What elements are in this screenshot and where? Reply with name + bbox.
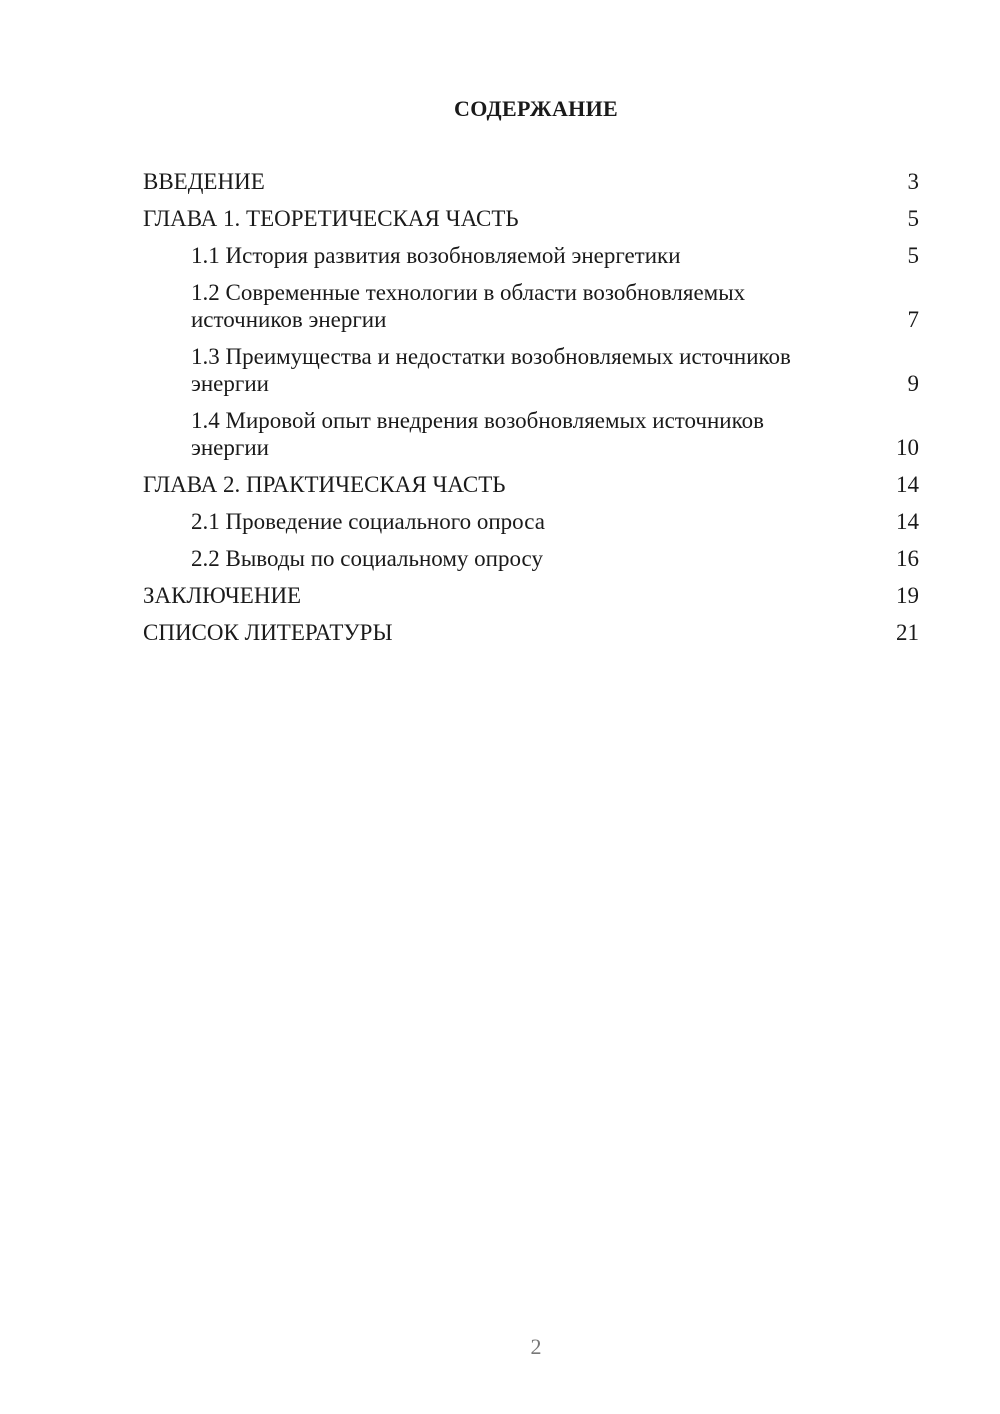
table-of-contents bbox=[143, 168, 919, 656]
toc-entry-page: 3 bbox=[907, 169, 919, 194]
toc-entry-label: ЗАКЛЮЧЕНИЕ bbox=[143, 583, 302, 608]
toc-entry-page: 14 bbox=[896, 509, 919, 534]
toc-entry-section-1-1[interactable] bbox=[143, 242, 919, 269]
toc-entry-page: 10 bbox=[896, 435, 919, 460]
toc-entry-chapter-2[interactable] bbox=[143, 471, 919, 498]
toc-entry-section-2-2[interactable] bbox=[143, 545, 919, 572]
toc-entry-page: 9 bbox=[907, 371, 919, 396]
toc-entry-page: 19 bbox=[896, 583, 919, 608]
toc-entry-section-2-1[interactable] bbox=[143, 508, 919, 535]
toc-entry-label: ВВЕДЕНИЕ bbox=[143, 169, 265, 194]
toc-entry-page: 21 bbox=[896, 620, 919, 645]
toc-entry-label: 2.1 Проведение социального опроса bbox=[191, 509, 545, 534]
toc-entry-section-1-2[interactable] bbox=[143, 279, 919, 333]
toc-entry-conclusion[interactable] bbox=[143, 582, 919, 609]
toc-entry-label: 1.1 История развития возобновляемой энергетики bbox=[191, 243, 681, 268]
page-number: 2 bbox=[530, 1334, 542, 1359]
toc-entry-section-1-4[interactable] bbox=[143, 407, 919, 461]
toc-entry-label: 1.4 Мировой опыт внедрения возобновляемых источников энергии bbox=[191, 408, 764, 460]
toc-entry-label: ГЛАВА 1. ТЕОРЕТИЧЕСКАЯ ЧАСТЬ bbox=[143, 206, 519, 231]
toc-entry-label: СПИСОК ЛИТЕРАТУРЫ bbox=[143, 620, 393, 645]
toc-entry-label: 1.2 Современные технологии в области возобновляемых источников энергии bbox=[191, 280, 746, 332]
toc-entry-page: 5 bbox=[907, 206, 919, 231]
toc-entry-label: ГЛАВА 2. ПРАКТИЧЕСКАЯ ЧАСТЬ bbox=[143, 472, 506, 497]
toc-entry-references[interactable] bbox=[143, 619, 919, 646]
toc-entry-chapter-1[interactable] bbox=[143, 205, 919, 232]
toc-entry-section-1-3[interactable] bbox=[143, 343, 919, 397]
toc-entry-label: 1.3 Преимущества и недостатки возобновляемых источников энергии bbox=[191, 344, 791, 396]
toc-entry-page: 14 bbox=[896, 472, 919, 497]
toc-entry-page: 7 bbox=[907, 307, 919, 332]
toc-entry-page: 16 bbox=[896, 546, 919, 571]
toc-title: СОДЕРЖАНИЕ bbox=[454, 96, 618, 121]
toc-entry-label: 2.2 Выводы по социальному опросу bbox=[191, 546, 543, 571]
toc-entry-page: 5 bbox=[907, 243, 919, 268]
toc-entry-introduction[interactable] bbox=[143, 168, 919, 195]
